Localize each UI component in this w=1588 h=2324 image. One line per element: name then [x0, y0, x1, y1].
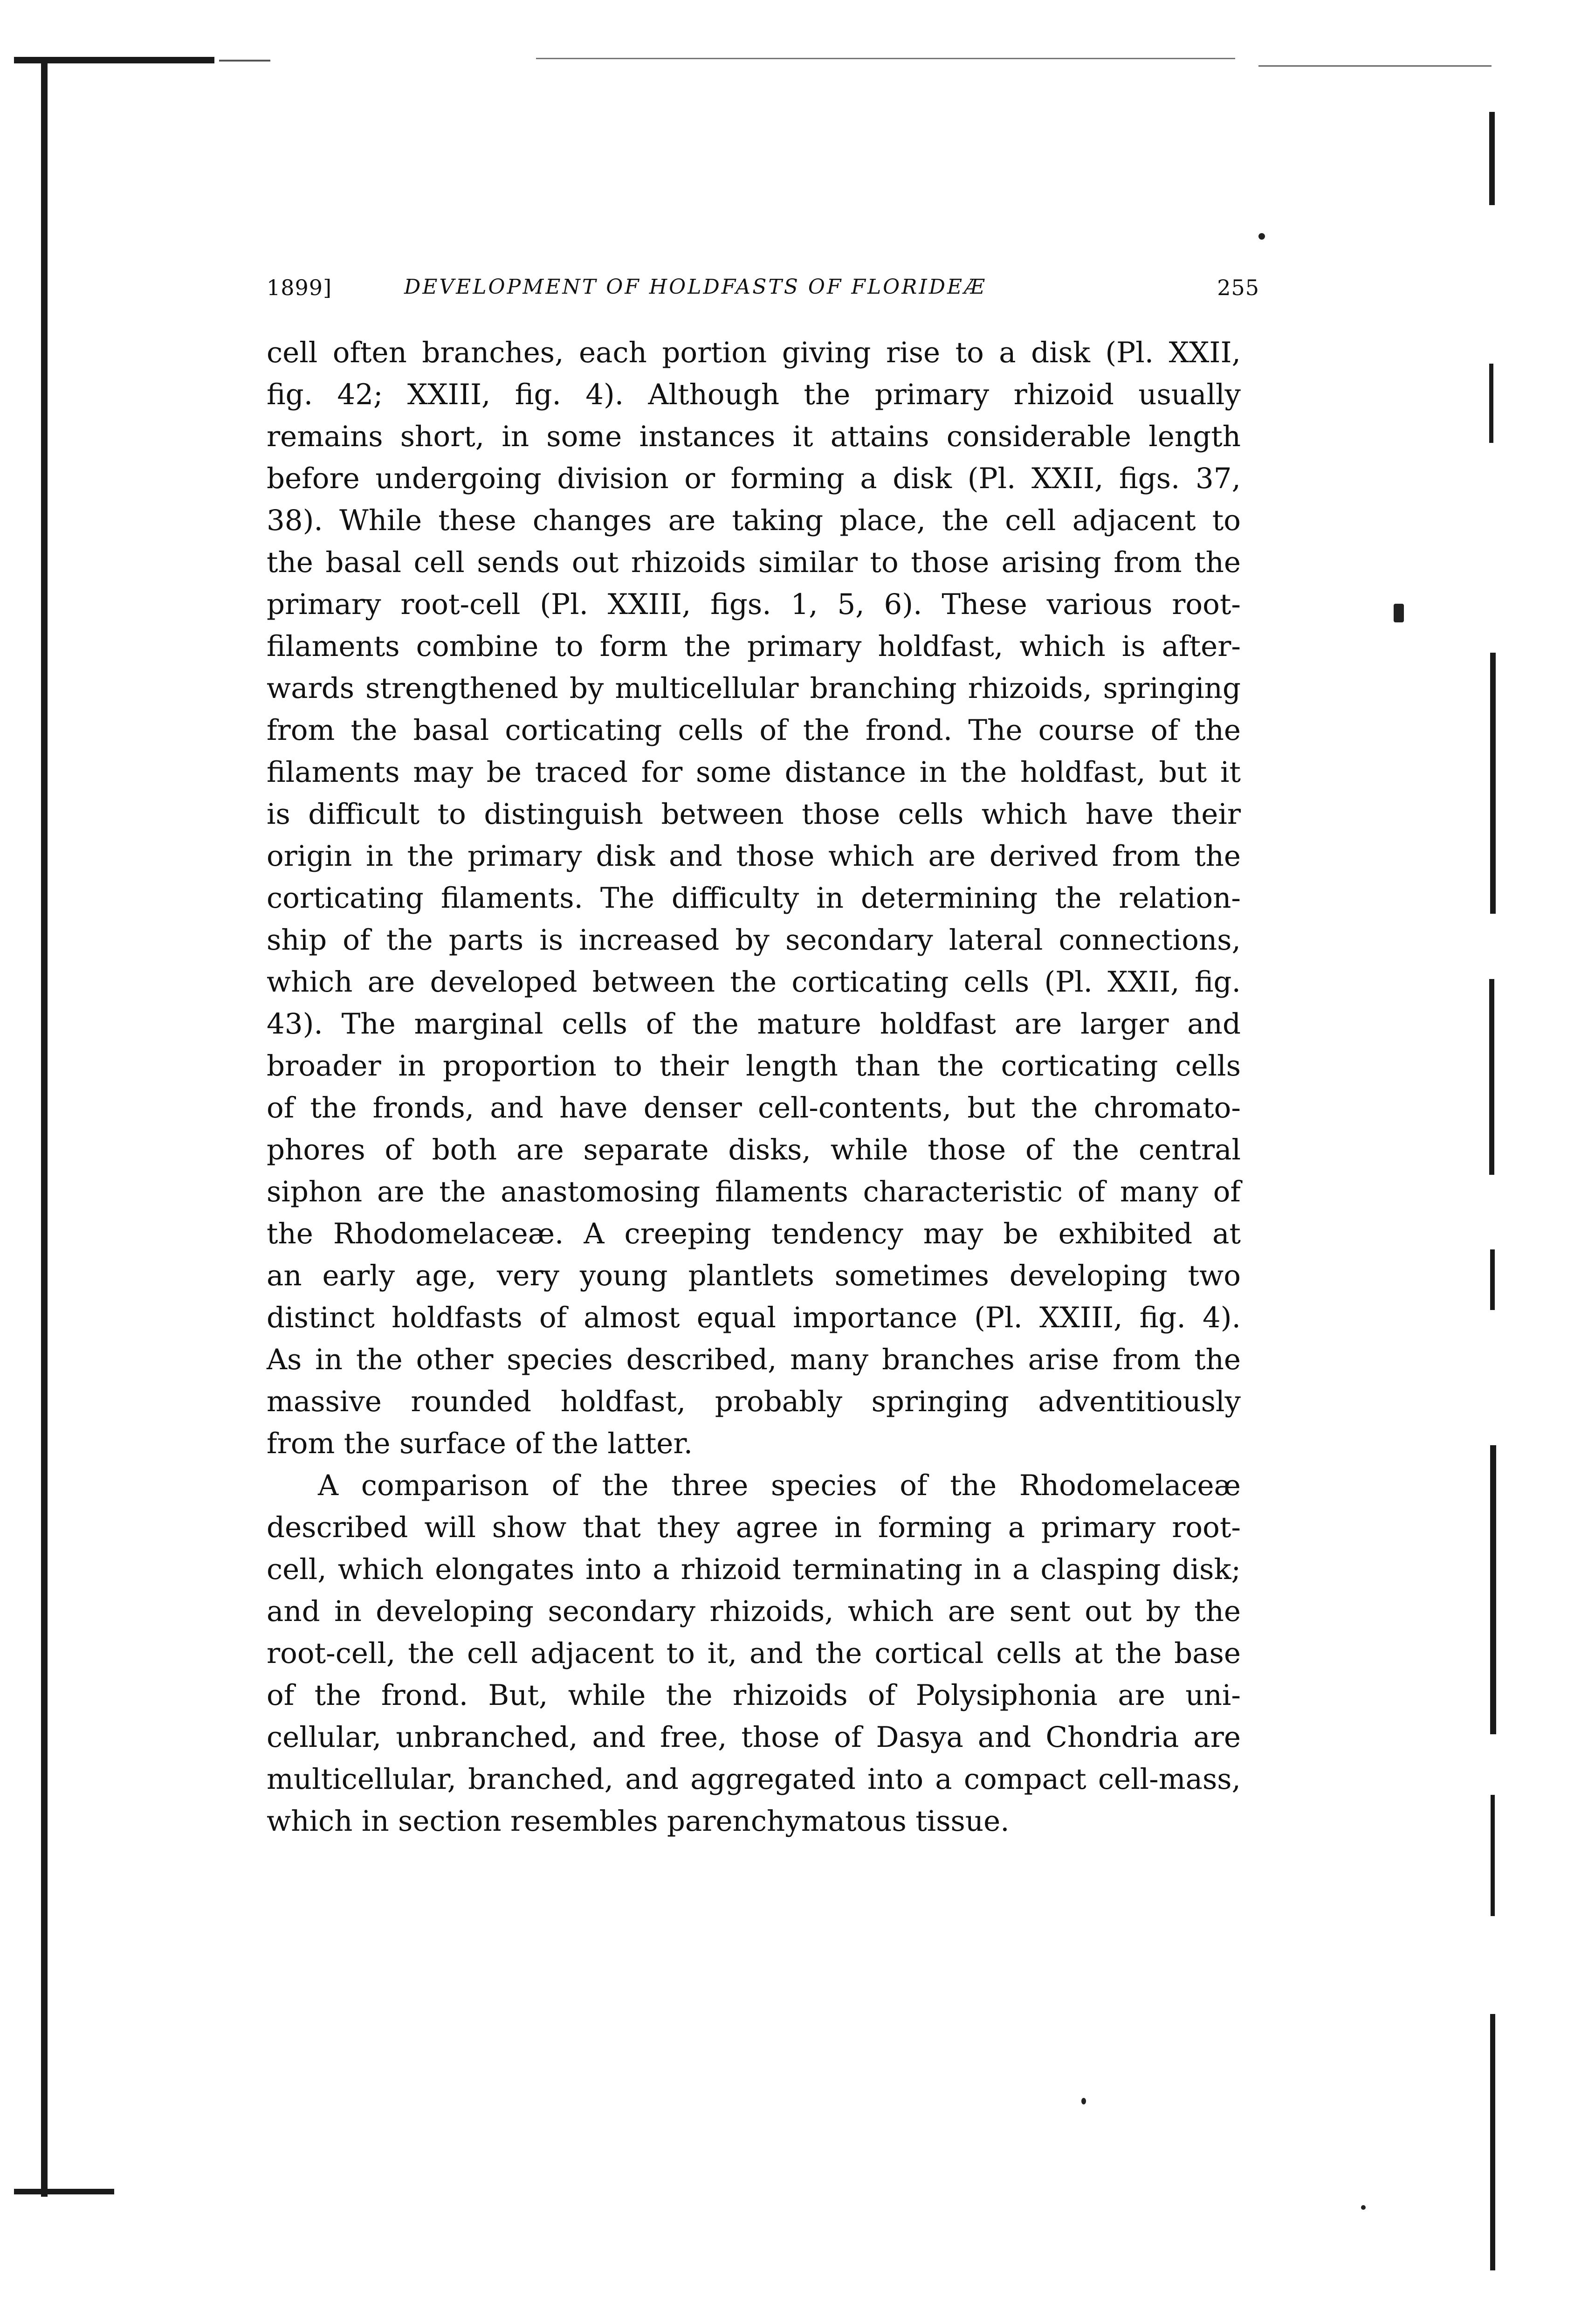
scan-edge-dash	[536, 58, 1235, 59]
scan-edge-dash	[1258, 65, 1492, 67]
text-line: from the basal corticating cells of the frond. The course of the	[267, 714, 1241, 747]
text-line: origin in the primary disk and those which are derived from the	[267, 840, 1241, 873]
running-head-title: DEVELOPMENT OF HOLDFASTS OF FLORIDEÆ	[404, 275, 987, 299]
text-line: cell, which elongates into a rhizoid terminating in a clasping disk;	[267, 1553, 1241, 1586]
text-line: distinct holdfasts of almost equal importance (Pl. XXIII, fig. 4).	[267, 1301, 1241, 1334]
text-line: primary root-cell (Pl. XXIII, figs. 1, 5, 6). These various root-	[267, 588, 1241, 621]
scan-edge-right	[1489, 979, 1494, 1175]
text-line: wards strengthened by multicellular branching rhizoids, springing	[267, 672, 1241, 705]
text-line: before undergoing division or forming a disk (Pl. XXII, figs. 37,	[267, 462, 1241, 495]
scan-edge-right	[1489, 112, 1495, 205]
scan-speck	[1361, 2205, 1366, 2210]
text-line: remains short, in some instances it attains considerable length	[267, 420, 1241, 453]
text-line: corticating filaments. The difficulty in determining the relation-	[267, 882, 1241, 915]
paragraph-1	[267, 332, 1241, 1465]
scan-speck	[1081, 2098, 1086, 2104]
scan-edge-right	[1491, 1795, 1495, 1916]
text-line: and in developing secondary rhizoids, which are sent out by the	[267, 1595, 1241, 1628]
page-number: 255	[1217, 275, 1259, 300]
text-line: which are developed between the corticating cells (Pl. XXII, fig.	[267, 965, 1241, 999]
text-line: described will show that they agree in forming a primary root-	[267, 1511, 1241, 1544]
text-line: 38). While these changes are taking place, the cell adjacent to	[267, 504, 1241, 537]
paragraph-2	[267, 1465, 1241, 1842]
text-line: of the frond. But, while the rhizoids of Polysiphonia are uni-	[267, 1679, 1241, 1712]
text-line: filaments may be traced for some distance in the holdfast, but it	[267, 756, 1241, 789]
scan-edge-bar	[14, 2189, 114, 2194]
text-line: As in the other species described, many branches arise from the	[267, 1343, 1241, 1376]
text-line: broader in proportion to their length than the corticating cells	[267, 1049, 1241, 1083]
scan-edge-right	[1490, 1445, 1496, 1734]
scan-edge-dash	[219, 60, 270, 62]
text-line: from the surface of the latter.	[267, 1427, 693, 1460]
text-line: massive rounded holdfast, probably springing adventitiously	[267, 1385, 1241, 1418]
text-line: phores of both are separate disks, while those of the central	[267, 1133, 1241, 1166]
text-line: the Rhodomelaceæ. A creeping tendency may be exhibited at	[267, 1217, 1241, 1250]
text-line: cellular, unbranched, and free, those of Dasya and Chondria are	[267, 1721, 1241, 1754]
text-line: A comparison of the three species of the Rhodomelaceæ	[318, 1469, 1241, 1502]
scan-edge-left	[41, 57, 48, 2197]
scan-edge-right	[1490, 1249, 1495, 1310]
text-line: filaments combine to form the primary holdfast, which is after-	[267, 630, 1241, 663]
scan-edge-right	[1489, 364, 1493, 443]
running-head-year: 1899]	[267, 275, 332, 300]
text-line: siphon are the anastomosing filaments characteristic of many of	[267, 1175, 1241, 1208]
text-line: root-cell, the cell adjacent to it, and the cortical cells at the base	[267, 1637, 1241, 1670]
text-line: which in section resembles parenchymatous tissue.	[267, 1805, 1010, 1838]
scan-speck	[1394, 604, 1404, 622]
text-line: multicellular, branched, and aggregated into a compact cell-mass,	[267, 1763, 1241, 1796]
text-line: 43). The marginal cells of the mature holdfast are larger and	[267, 1007, 1241, 1041]
scan-speck	[1258, 233, 1265, 240]
scan-edge-right	[1490, 2014, 1495, 2270]
text-line: of the fronds, and have denser cell-contents, but the chromato-	[267, 1091, 1241, 1124]
running-head	[267, 275, 1259, 308]
text-line: an early age, very young plantlets sometimes developing two	[267, 1259, 1241, 1292]
text-line: is difficult to distinguish between those cells which have their	[267, 798, 1241, 831]
text-line: fig. 42; XXIII, fig. 4). Although the primary rhizoid usually	[267, 378, 1241, 411]
text-line: cell often branches, each portion giving rise to a disk (Pl. XXII,	[267, 336, 1241, 369]
text-line: ship of the parts is increased by secondary lateral connections,	[267, 924, 1241, 957]
text-line: the basal cell sends out rhizoids similar to those arising from the	[267, 546, 1241, 579]
scan-edge-right	[1490, 653, 1496, 914]
body-text	[267, 332, 1241, 1842]
